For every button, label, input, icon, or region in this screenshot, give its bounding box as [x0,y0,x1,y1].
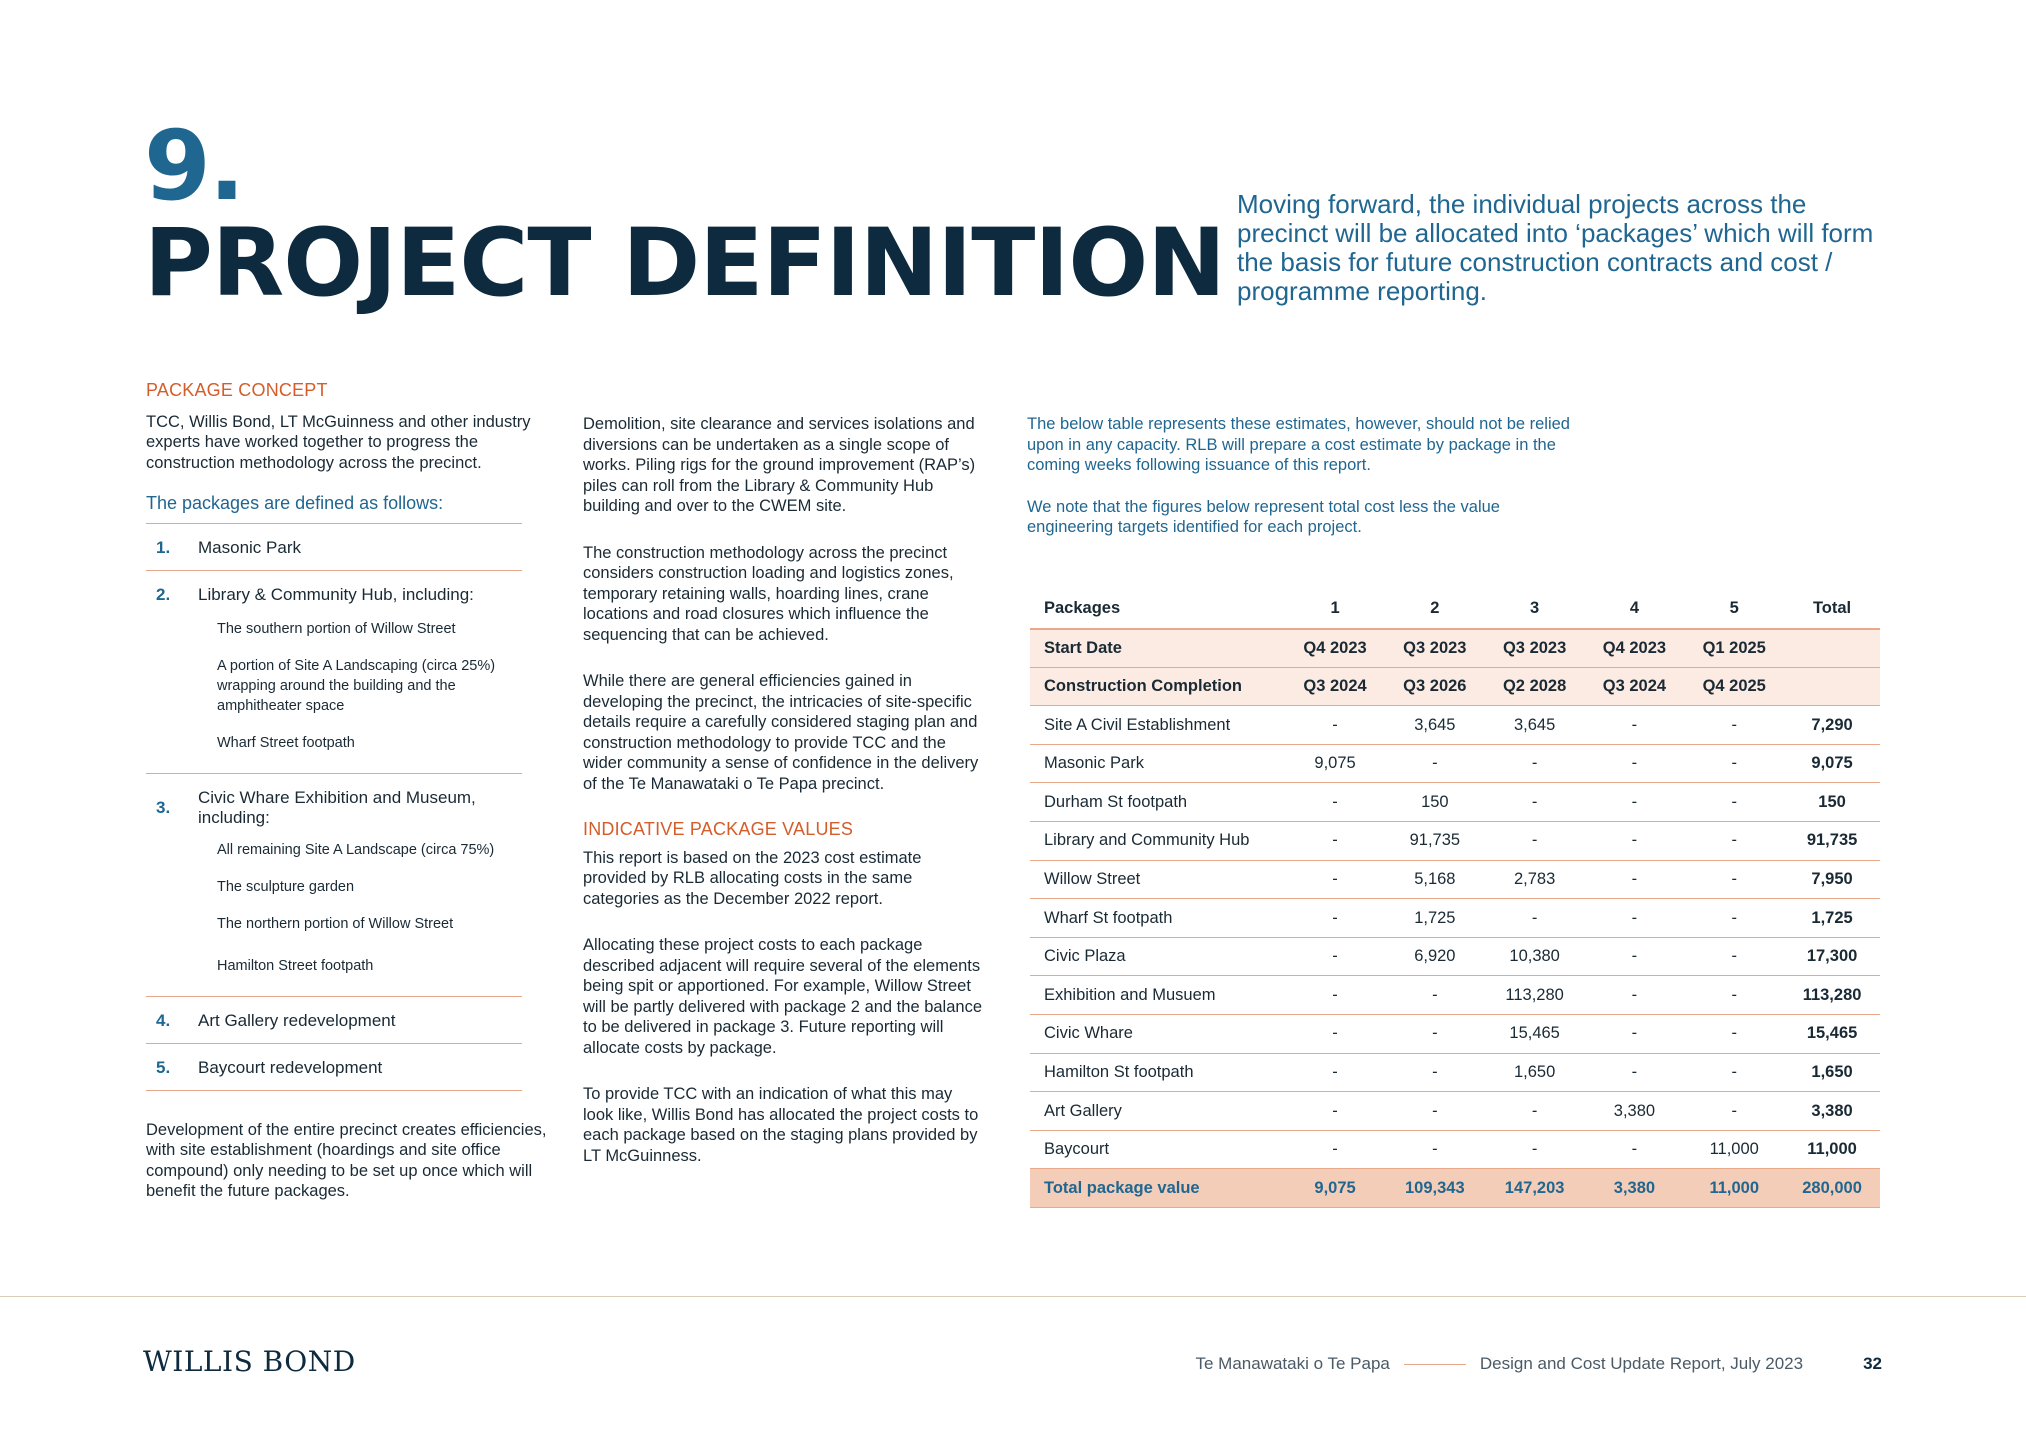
table-row-start-date [1030,629,1880,668]
table-cell: 15,465 [1784,1015,1880,1054]
table-cell: - [1585,899,1685,938]
table-cell: Q3 2026 [1385,667,1485,706]
table-cell: - [1684,976,1784,1015]
table-cell: 10,380 [1485,937,1585,976]
willis-bond-logo: WILLIS BOND [143,1345,356,1378]
table-cell: 5,168 [1385,860,1485,899]
table-cell: 7,290 [1784,706,1880,745]
table-cell: Exhibition and Musuem [1030,976,1285,1015]
table-cell: - [1684,783,1784,822]
table-cell: Start Date [1030,629,1285,668]
table-cell: 1,650 [1784,1053,1880,1092]
package-sublist [146,840,522,976]
table-cell: Total package value [1030,1169,1285,1208]
table-cell [1784,629,1880,668]
table-cell: - [1285,976,1385,1015]
table-cell: - [1684,1092,1784,1131]
table-cell: 1,725 [1784,899,1880,938]
column-methodology [583,414,983,1192]
package-values-table [1030,590,1880,1208]
table-cell: 7,950 [1784,860,1880,899]
package-list [146,523,522,1091]
table-disclaimer-paragraph: The below table represents these estimates, however, should not be relied upon in any capacity. RLB will prepare a cost estimate by package in the coming weeks following issuance of this report. [1027,415,1570,474]
table-cell: Q3 2024 [1585,667,1685,706]
table-cell: 1,725 [1385,899,1485,938]
table-cell: - [1385,1015,1485,1054]
table-row [1030,744,1880,783]
footer-project: Te Manawataki o Te Papa [1195,1354,1390,1373]
package-number: 3. [156,797,171,817]
table-cell: - [1385,744,1485,783]
table-cell: Q4 2023 [1585,629,1685,668]
table-cell: 150 [1784,783,1880,822]
table-cell: - [1684,1015,1784,1054]
page-title: PROJECT DEFINITION [144,209,1225,318]
table-cell: Site A Civil Establishment [1030,706,1285,745]
table-cell: - [1485,899,1585,938]
table-row [1030,899,1880,938]
intro-text: Moving forward, the individual projects across the precinct will be allocated into ‘packages’ which will form the basis for future construction contracts and cost / programme reporting. [1237,189,1874,306]
table-cell: - [1684,937,1784,976]
table-cell: - [1684,860,1784,899]
table-cell: - [1585,1015,1685,1054]
table-cell: 91,735 [1784,822,1880,861]
sub-item: The northern portion of Willow Street [217,915,454,932]
table-cell: - [1585,706,1685,745]
section-number: 9. [144,110,244,222]
table-cell: Construction Completion [1030,667,1285,706]
table-cell: 3,380 [1585,1169,1685,1208]
column-package-concept [146,380,550,1202]
table-cell: - [1385,976,1485,1015]
indication-paragraph: To provide TCC with an indication of what this may look like, Willis Bond has allocated the project costs to each package based on the staging plans provided by LT McGuinness. [583,1085,979,1165]
table-cell: 113,280 [1784,976,1880,1015]
table-cell: - [1285,937,1385,976]
table-cell: 1,650 [1485,1053,1585,1092]
table-note-paragraph: We note that the figures below represent total cost less the value engineering targets identified for each project. [1027,497,1500,536]
sub-item: Wharf Street footpath [217,734,355,751]
table-cell: - [1385,1130,1485,1169]
table-cell: - [1285,822,1385,861]
table-header-cell: 4 [1585,590,1685,629]
table-header-cell: 2 [1385,590,1485,629]
list-item [146,773,522,996]
table-row [1030,706,1880,745]
table-cell: Q4 2025 [1684,667,1784,706]
table-cell: - [1285,899,1385,938]
table-cell: - [1485,822,1585,861]
indicative-values-heading: INDICATIVE PACKAGE VALUES [583,819,854,839]
table-header-cell: Total [1784,590,1880,629]
table-cell: Wharf St footpath [1030,899,1285,938]
list-item [146,1043,522,1091]
table-row [1030,783,1880,822]
table-cell: Library and Community Hub [1030,822,1285,861]
table-cell: Willow Street [1030,860,1285,899]
footer-report: Design and Cost Update Report, July 2023 [1479,1354,1804,1373]
table-cell: - [1585,783,1685,822]
table-cell: Q2 2028 [1485,667,1585,706]
package-concept-paragraph: TCC, Willis Bond, LT McGuinness and other industry experts have worked together to progress the construction methodology across the precinct. [146,412,531,472]
table-cell: - [1285,783,1385,822]
list-item [146,523,522,570]
table-cell: Hamilton St footpath [1030,1053,1285,1092]
table-cell: - [1285,1092,1385,1131]
table-cell: 9,075 [1784,744,1880,783]
table-cell: 6,920 [1385,937,1485,976]
table-cell: 15,465 [1485,1015,1585,1054]
table-cell: - [1585,822,1685,861]
package-label: Art Gallery redevelopment [198,1010,396,1030]
package-label: Civic Whare Exhibition and Museum, including: [198,787,476,827]
table-cell: 11,000 [1684,1130,1784,1169]
development-paragraph: Development of the entire precinct creates efficiencies, with site establishment (hoardings and site office compound) only needing to be set up once which will benefit the future packages. [146,1120,547,1200]
table-cell: Civic Whare [1030,1015,1285,1054]
table-cell: - [1684,822,1784,861]
table-header-row [1030,590,1880,629]
table-row-completion [1030,667,1880,706]
table-cell: - [1585,860,1685,899]
table-cell: - [1485,744,1585,783]
report-basis-paragraph: This report is based on the 2023 cost estimate provided by RLB allocating costs in the same categories as the December 2022 report. [583,848,922,908]
table-cell: - [1385,1092,1485,1131]
table-header-cell: 5 [1684,590,1784,629]
packages-subheading: The packages are defined as follows: [146,493,444,513]
column-table-notes [1027,414,1587,559]
table-cell: Q3 2023 [1485,629,1585,668]
list-item [146,996,522,1043]
table-cell: - [1485,1130,1585,1169]
table-cell: 9,075 [1285,744,1385,783]
table-cell: - [1285,1053,1385,1092]
table-cell: Art Gallery [1030,1092,1285,1131]
table-cell: 280,000 [1784,1169,1880,1208]
table-cell: - [1585,1053,1685,1092]
methodology-paragraph: The construction methodology across the precinct considers construction loading and logistics zones, temporary retaining walls, hoarding lines, crane locations and road closures which influence the sequencing that can be achieved. [583,543,954,644]
sub-item: A portion of Site A Landscaping (circa 25%) wrapping around the building and the amphitheater space [217,657,496,714]
sub-item: The southern portion of Willow Street [217,620,456,637]
table-cell: - [1684,706,1784,745]
table-cell: 109,343 [1385,1169,1485,1208]
table-cell: - [1285,1130,1385,1169]
table-cell: - [1385,1053,1485,1092]
table-row [1030,1053,1880,1092]
table-cell: - [1585,937,1685,976]
efficiencies-paragraph: While there are general efficiencies gained in developing the precinct, the intricacies of site-specific details require a carefully considered staging plan and construction methodology to provide TCC and the wider community a sense of confidence in the delivery of the Te Manawataki o Te Papa precinct. [583,672,979,793]
table-cell: 11,000 [1684,1169,1784,1208]
table-header-cell: Packages [1030,590,1285,629]
list-item [146,570,522,773]
sub-item: All remaining Site A Landscape (circa 75%) [217,841,495,858]
table-cell: - [1285,860,1385,899]
table-cell: 147,203 [1485,1169,1585,1208]
package-label: Baycourt redevelopment [198,1057,383,1077]
package-concept-heading: PACKAGE CONCEPT [146,380,328,400]
package-sublist [146,619,522,753]
sub-item: Hamilton Street footpath [217,957,374,974]
table-cell: 17,300 [1784,937,1880,976]
table-cell: 3,380 [1784,1092,1880,1131]
table-header-cell: 3 [1485,590,1585,629]
table-cell: 150 [1385,783,1485,822]
table-cell: Q3 2024 [1285,667,1385,706]
table-cell: 2,783 [1485,860,1585,899]
page-number: 32 [1863,1354,1882,1373]
footer-separator [1404,1364,1466,1365]
table-cell: 11,000 [1784,1130,1880,1169]
footer-info [1196,1354,1883,1374]
package-label: Masonic Park [198,537,301,557]
table-row [1030,937,1880,976]
table-cell: - [1485,1092,1585,1131]
table-cell: 3,645 [1485,706,1585,745]
table-cell [1784,667,1880,706]
table-row [1030,1015,1880,1054]
table-header-cell: 1 [1285,590,1385,629]
table-row-total [1030,1169,1880,1208]
table-cell: Baycourt [1030,1130,1285,1169]
allocation-paragraph: Allocating these project costs to each package described adjacent will require several of the elements being spit or apportioned. For example, Willow Street will be partly delivered with package 2 and the balance to be delivered in package 3. Future reporting will allocate costs by package. [583,936,982,1057]
table-row [1030,822,1880,861]
package-number: 1. [156,537,171,557]
sub-item: The sculpture garden [217,878,355,895]
table-cell: Q4 2023 [1285,629,1385,668]
demolition-paragraph: Demolition, site clearance and services isolations and diversions can be undertaken as a single scope of works. Piling rigs for the ground improvement (RAP’s) piles can roll from the Library & Community Hub building and over to the CWEM site. [583,415,976,515]
table-cell: 113,280 [1485,976,1585,1015]
table-cell: Durham St footpath [1030,783,1285,822]
table-cell: - [1585,976,1685,1015]
table-cell: - [1285,1015,1385,1054]
table-cell: Masonic Park [1030,744,1285,783]
table-row [1030,976,1880,1015]
package-number: 5. [156,1057,171,1077]
table-cell: Q3 2023 [1385,629,1485,668]
package-number: 2. [156,584,171,604]
table-cell: - [1485,783,1585,822]
table-cell: 3,380 [1585,1092,1685,1131]
package-label: Library & Community Hub, including: [198,584,474,604]
table-cell: Q1 2025 [1684,629,1784,668]
table-cell: 9,075 [1285,1169,1385,1208]
table-row [1030,1130,1880,1169]
table-cell: 3,645 [1385,706,1485,745]
table-cell: Civic Plaza [1030,937,1285,976]
table-cell: - [1684,1053,1784,1092]
table-cell: - [1585,744,1685,783]
table-cell: - [1684,744,1784,783]
package-number: 4. [156,1010,171,1030]
table-cell: - [1585,1130,1685,1169]
table-row [1030,1092,1880,1131]
table-row [1030,860,1880,899]
table-cell: - [1684,899,1784,938]
footer-divider [0,1296,2026,1297]
table-cell: - [1285,706,1385,745]
table-cell: 91,735 [1385,822,1485,861]
